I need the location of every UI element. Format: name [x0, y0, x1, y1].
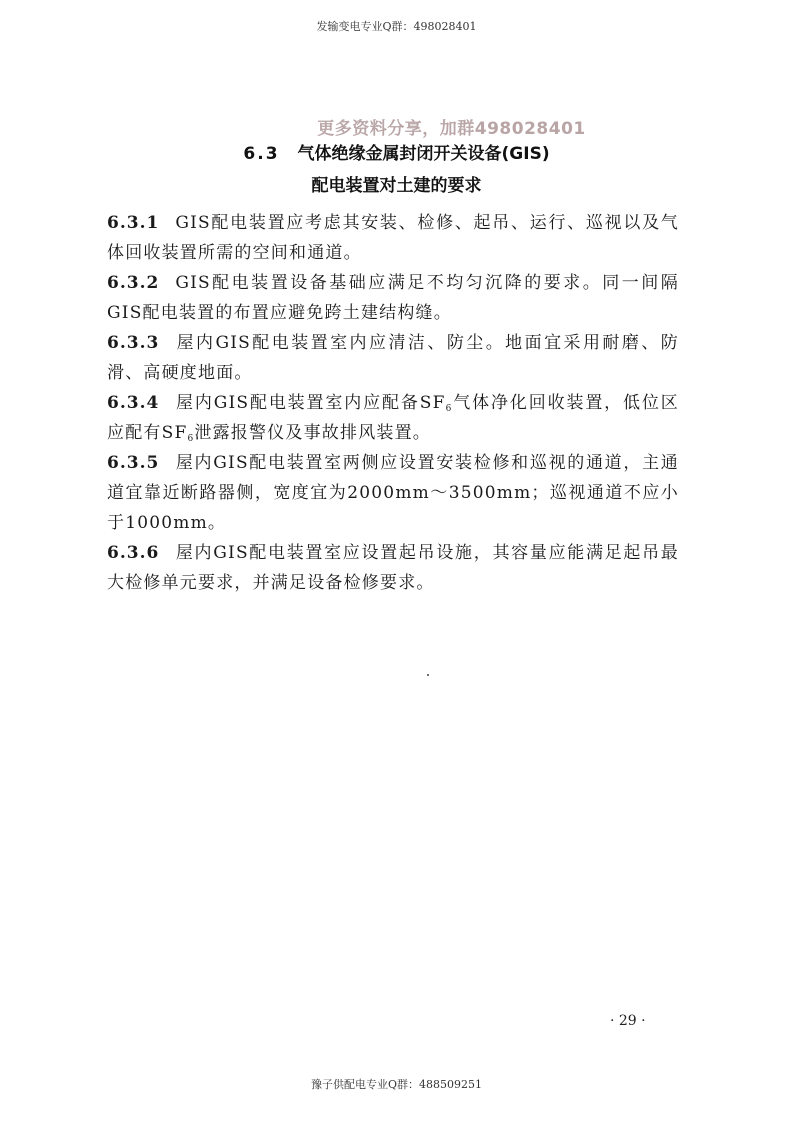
clause-list [107, 208, 679, 598]
watermark-text: 更多资料分享，加群498028401 [317, 119, 586, 139]
clause-6-3-1 [107, 208, 679, 268]
section-title-line2: 配电装置对土建的要求 [311, 176, 482, 196]
clause-6-3-6 [107, 538, 679, 598]
clause-text-part: 气体净化回收装置，低位区应配有SF [107, 393, 679, 443]
section-title-text: 气体绝缘金属封闭开关设备(GIS) [297, 144, 550, 164]
section-title [0, 138, 793, 202]
footer-note: 豫子供配电专业Q群：488509251 [310, 1078, 482, 1091]
scan-speck [427, 674, 429, 676]
clause-number: 6.3.2 [107, 273, 160, 293]
subscript: 6 [445, 404, 453, 414]
clause-text-part: 泄露报警仪及事故排风装置。 [194, 423, 431, 443]
clause-number: 6.3.3 [107, 333, 160, 353]
clause-number: 6.3.5 [107, 453, 160, 473]
clause-text: GIS配电装置设备基础应满足不均匀沉降的要求。同一间隔GIS配电装置的布置应避免跨土建结构缝。 [107, 273, 679, 323]
clause-6-3-2 [107, 268, 679, 328]
section-number: 6.3 [243, 144, 280, 164]
section-title-line1 [0, 138, 793, 170]
clause-6-3-5 [107, 448, 679, 538]
clause-text: GIS配电装置应考虑其安装、检修、起吊、运行、巡视以及气体回收装置所需的空间和通道。 [107, 213, 679, 263]
clause-number: 6.3.6 [107, 543, 160, 563]
clause-6-3-3 [107, 328, 679, 388]
clause-number: 6.3.1 [107, 213, 160, 233]
clause-text: 屋内GIS配电装置室内应清洁、防尘。地面宜采用耐磨、防滑、高硬度地面。 [107, 333, 679, 383]
clause-number: 6.3.4 [107, 393, 160, 413]
header-note: 发输变电专业Q群：498028401 [316, 20, 477, 33]
clause-text: 屋内GIS配电装置室两侧应设置安装检修和巡视的通道，主通道宜靠近断路器侧，宽度宜为2000mm～3500mm；巡视通道不应小于1000mm。 [107, 453, 679, 533]
clause-text: 屋内GIS配电装置室应设置起吊设施，其容量应能满足起吊最大检修单元要求，并满足设备检修要求。 [107, 543, 679, 593]
page-number: · 29 · [610, 1013, 646, 1029]
subscript: 6 [187, 434, 195, 444]
clause-6-3-4 [107, 388, 679, 448]
clause-text-part: 屋内GIS配电装置室内应配备SF [175, 393, 446, 413]
